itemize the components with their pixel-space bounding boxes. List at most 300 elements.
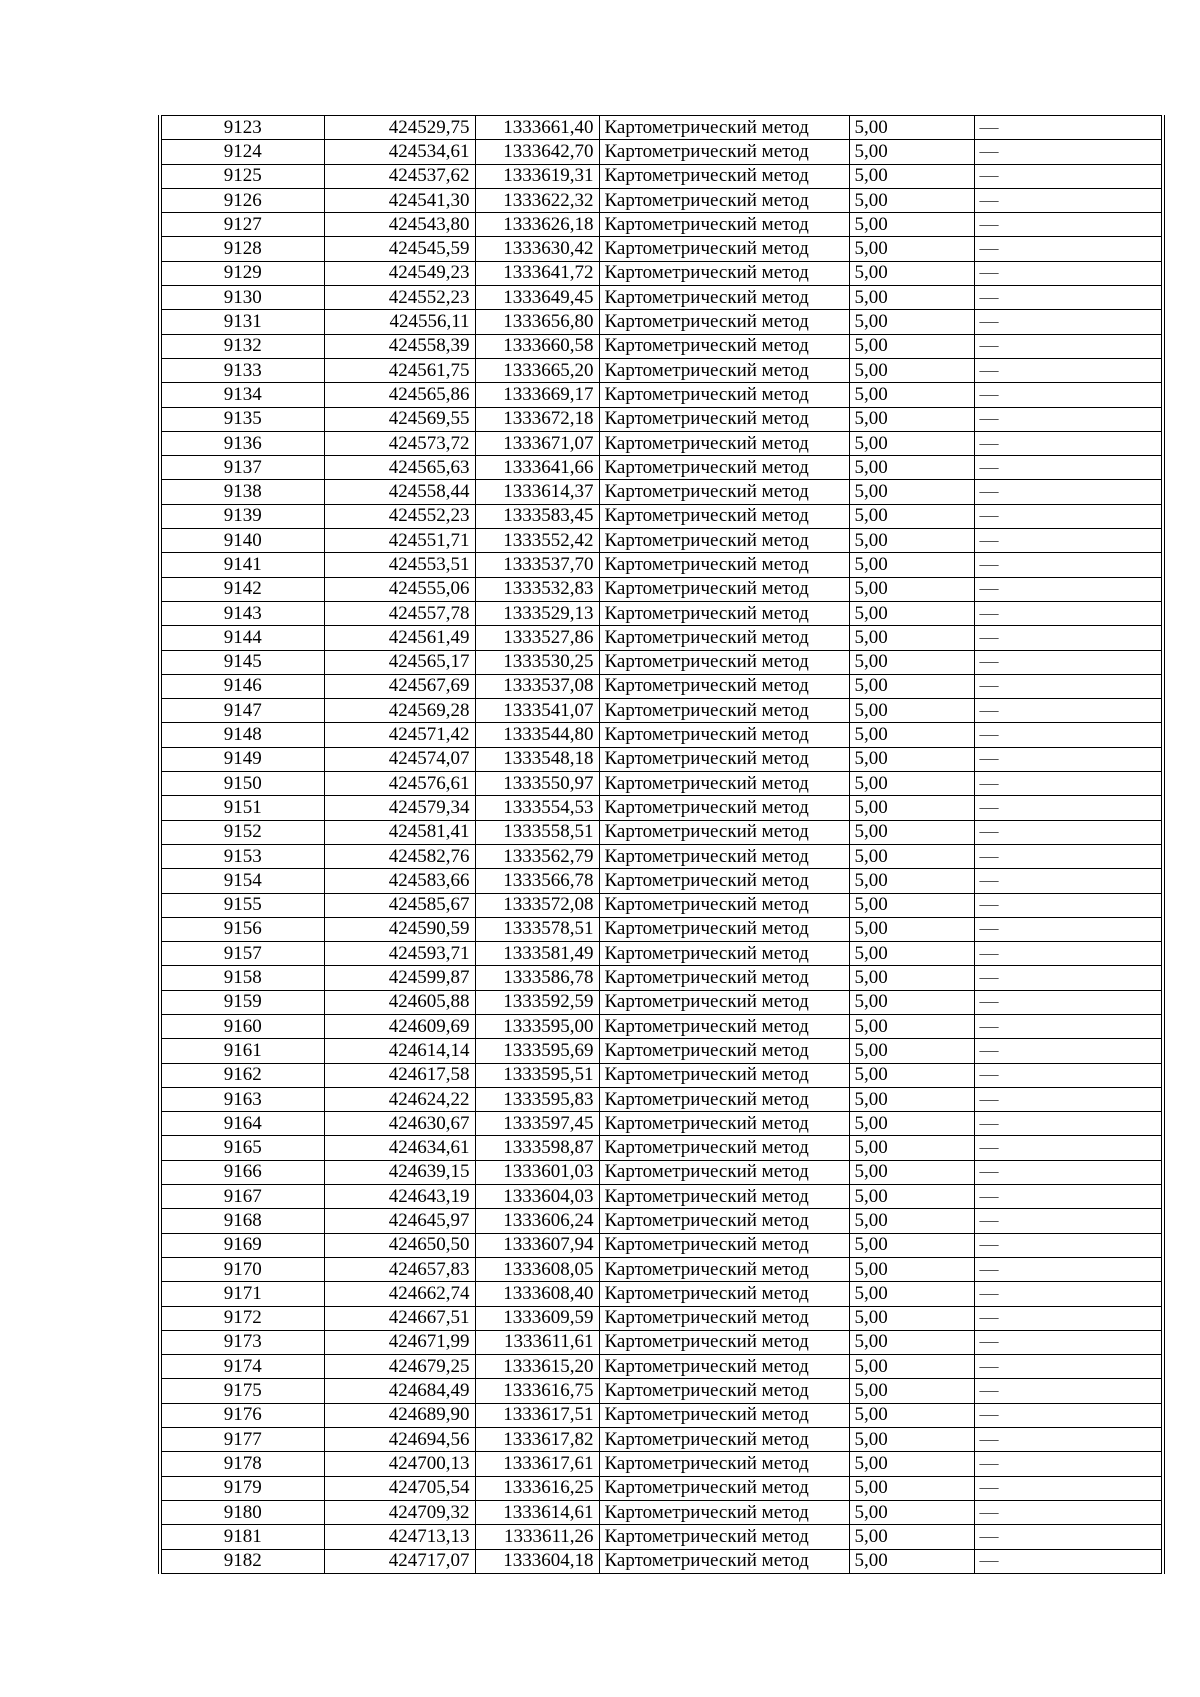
coord-y: 1333541,07 [475,699,599,723]
note-cell: — [974,626,1163,650]
accuracy-cell: 5,00 [849,820,974,844]
note-cell: — [974,431,1163,455]
coord-y: 1333552,42 [475,529,599,553]
method-cell: Картометрический метод [599,772,849,796]
note-cell: — [974,869,1163,893]
coord-y: 1333604,03 [475,1185,599,1209]
accuracy-cell: 5,00 [849,1306,974,1330]
point-number: 9141 [160,553,324,577]
method-cell: Картометрический метод [599,529,849,553]
accuracy-cell: 5,00 [849,942,974,966]
point-number: 9168 [160,1209,324,1233]
note-cell: — [974,601,1163,625]
table-row [160,820,1163,844]
note-cell: — [974,480,1163,504]
method-cell: Картометрический метод [599,990,849,1014]
method-cell: Картометрический метод [599,286,849,310]
method-cell: Картометрический метод [599,1500,849,1524]
accuracy-cell: 5,00 [849,1525,974,1549]
accuracy-cell: 5,00 [849,383,974,407]
coord-x: 424583,66 [324,869,475,893]
accuracy-cell: 5,00 [849,1185,974,1209]
method-cell: Картометрический метод [599,626,849,650]
table-row [160,1014,1163,1038]
accuracy-cell: 5,00 [849,1063,974,1087]
coord-x: 424645,97 [324,1209,475,1233]
coord-y: 1333617,61 [475,1452,599,1476]
note-cell: — [974,1500,1163,1524]
method-cell: Картометрический метод [599,747,849,771]
table-row [160,844,1163,868]
coord-y: 1333641,66 [475,456,599,480]
coord-y: 1333548,18 [475,747,599,771]
method-cell: Картометрический метод [599,310,849,334]
method-cell: Картометрический метод [599,1428,849,1452]
point-number: 9170 [160,1257,324,1281]
coord-y: 1333611,26 [475,1525,599,1549]
coord-y: 1333665,20 [475,358,599,382]
coord-x: 424709,32 [324,1500,475,1524]
coord-y: 1333642,70 [475,140,599,164]
coord-x: 424609,69 [324,1014,475,1038]
point-number: 9140 [160,529,324,553]
coord-y: 1333595,83 [475,1087,599,1111]
coord-y: 1333614,61 [475,1500,599,1524]
note-cell: — [974,844,1163,868]
coord-x: 424576,61 [324,772,475,796]
point-number: 9173 [160,1330,324,1354]
coord-y: 1333671,07 [475,431,599,455]
table-row [160,893,1163,917]
point-number: 9163 [160,1087,324,1111]
point-number: 9178 [160,1452,324,1476]
accuracy-cell: 5,00 [849,772,974,796]
coord-x: 424679,25 [324,1355,475,1379]
note-cell: — [974,188,1163,212]
note-cell: — [974,1112,1163,1136]
coord-x: 424529,75 [324,116,475,140]
accuracy-cell: 5,00 [849,553,974,577]
note-cell: — [974,334,1163,358]
coord-y: 1333626,18 [475,213,599,237]
coord-y: 1333604,18 [475,1549,599,1573]
method-cell: Картометрический метод [599,407,849,431]
point-number: 9150 [160,772,324,796]
point-number: 9159 [160,990,324,1014]
coord-y: 1333622,32 [475,188,599,212]
accuracy-cell: 5,00 [849,1330,974,1354]
table-row [160,407,1163,431]
point-number: 9147 [160,699,324,723]
method-cell: Картометрический метод [599,844,849,868]
point-number: 9136 [160,431,324,455]
method-cell: Картометрический метод [599,917,849,941]
coord-x: 424574,07 [324,747,475,771]
method-cell: Картометрический метод [599,553,849,577]
note-cell: — [974,383,1163,407]
note-cell: — [974,917,1163,941]
coord-x: 424558,44 [324,480,475,504]
method-cell: Картометрический метод [599,1112,849,1136]
accuracy-cell: 5,00 [849,1428,974,1452]
accuracy-cell: 5,00 [849,188,974,212]
method-cell: Картометрический метод [599,1014,849,1038]
coord-y: 1333598,87 [475,1136,599,1160]
coord-x: 424700,13 [324,1452,475,1476]
coord-y: 1333669,17 [475,383,599,407]
method-cell: Картометрический метод [599,140,849,164]
note-cell: — [974,942,1163,966]
coord-y: 1333562,79 [475,844,599,868]
accuracy-cell: 5,00 [849,699,974,723]
coord-x: 424599,87 [324,966,475,990]
point-number: 9172 [160,1306,324,1330]
table-row [160,164,1163,188]
accuracy-cell: 5,00 [849,358,974,382]
point-number: 9169 [160,1233,324,1257]
point-number: 9123 [160,116,324,140]
note-cell: — [974,286,1163,310]
method-cell: Картометрический метод [599,358,849,382]
coord-y: 1333566,78 [475,869,599,893]
point-number: 9134 [160,383,324,407]
table-row [160,383,1163,407]
accuracy-cell: 5,00 [849,116,974,140]
method-cell: Картометрический метод [599,383,849,407]
coord-y: 1333609,59 [475,1306,599,1330]
point-number: 9152 [160,820,324,844]
accuracy-cell: 5,00 [849,844,974,868]
accuracy-cell: 5,00 [849,1452,974,1476]
point-number: 9179 [160,1476,324,1500]
coord-y: 1333597,45 [475,1112,599,1136]
table-row [160,772,1163,796]
note-cell: — [974,723,1163,747]
coord-x: 424553,51 [324,553,475,577]
table-body [160,116,1163,1574]
method-cell: Картометрический метод [599,1476,849,1500]
method-cell: Картометрический метод [599,1136,849,1160]
point-number: 9148 [160,723,324,747]
coord-y: 1333641,72 [475,261,599,285]
table-row [160,480,1163,504]
table-row [160,674,1163,698]
note-cell: — [974,1525,1163,1549]
accuracy-cell: 5,00 [849,1014,974,1038]
note-cell: — [974,1063,1163,1087]
note-cell: — [974,310,1163,334]
accuracy-cell: 5,00 [849,601,974,625]
table-row [160,723,1163,747]
coord-y: 1333527,86 [475,626,599,650]
table-row [160,1185,1163,1209]
coord-x: 424557,78 [324,601,475,625]
note-cell: — [974,1549,1163,1573]
method-cell: Картометрический метод [599,431,849,455]
coord-y: 1333586,78 [475,966,599,990]
method-cell: Картометрический метод [599,334,849,358]
coord-x: 424549,23 [324,261,475,285]
accuracy-cell: 5,00 [849,334,974,358]
table-row [160,1452,1163,1476]
method-cell: Картометрический метод [599,577,849,601]
table-row [160,1257,1163,1281]
coord-x: 424561,49 [324,626,475,650]
coord-x: 424565,86 [324,383,475,407]
coord-y: 1333672,18 [475,407,599,431]
note-cell: — [974,1087,1163,1111]
coord-x: 424617,58 [324,1063,475,1087]
table-row [160,237,1163,261]
accuracy-cell: 5,00 [849,237,974,261]
table-row [160,1063,1163,1087]
point-number: 9149 [160,747,324,771]
coord-x: 424558,39 [324,334,475,358]
point-number: 9154 [160,869,324,893]
coord-x: 424579,34 [324,796,475,820]
coord-y: 1333558,51 [475,820,599,844]
note-cell: — [974,1160,1163,1184]
method-cell: Картометрический метод [599,796,849,820]
table-row [160,1549,1163,1573]
coord-y: 1333649,45 [475,286,599,310]
coord-x: 424534,61 [324,140,475,164]
point-number: 9165 [160,1136,324,1160]
table-row [160,869,1163,893]
point-number: 9138 [160,480,324,504]
accuracy-cell: 5,00 [849,261,974,285]
note-cell: — [974,1185,1163,1209]
accuracy-cell: 5,00 [849,1500,974,1524]
table-row [160,747,1163,771]
coord-x: 424657,83 [324,1257,475,1281]
coord-x: 424565,17 [324,650,475,674]
coord-y: 1333608,40 [475,1282,599,1306]
coord-y: 1333532,83 [475,577,599,601]
table-row [160,456,1163,480]
coord-y: 1333607,94 [475,1233,599,1257]
note-cell: — [974,213,1163,237]
coord-x: 424581,41 [324,820,475,844]
point-number: 9175 [160,1379,324,1403]
table-row [160,626,1163,650]
accuracy-cell: 5,00 [849,869,974,893]
table-row [160,1306,1163,1330]
table-row [160,1500,1163,1524]
point-number: 9157 [160,942,324,966]
coord-y: 1333595,00 [475,1014,599,1038]
table-row [160,1330,1163,1354]
accuracy-cell: 5,00 [849,1403,974,1427]
coord-x: 424705,54 [324,1476,475,1500]
method-cell: Картометрический метод [599,480,849,504]
accuracy-cell: 5,00 [849,213,974,237]
accuracy-cell: 5,00 [849,796,974,820]
coord-x: 424624,22 [324,1087,475,1111]
note-cell: — [974,1452,1163,1476]
coord-x: 424545,59 [324,237,475,261]
point-number: 9164 [160,1112,324,1136]
note-cell: — [974,456,1163,480]
coord-y: 1333601,03 [475,1160,599,1184]
note-cell: — [974,237,1163,261]
method-cell: Картометрический метод [599,213,849,237]
coord-y: 1333583,45 [475,504,599,528]
coord-y: 1333592,59 [475,990,599,1014]
coord-y: 1333606,24 [475,1209,599,1233]
accuracy-cell: 5,00 [849,1209,974,1233]
table-row [160,188,1163,212]
table-row [160,577,1163,601]
coord-x: 424561,75 [324,358,475,382]
method-cell: Картометрический метод [599,456,849,480]
point-number: 9125 [160,164,324,188]
coord-y: 1333581,49 [475,942,599,966]
coord-x: 424565,63 [324,456,475,480]
accuracy-cell: 5,00 [849,164,974,188]
point-number: 9144 [160,626,324,650]
note-cell: — [974,747,1163,771]
table-row [160,1525,1163,1549]
note-cell: — [974,772,1163,796]
note-cell: — [974,699,1163,723]
method-cell: Картометрический метод [599,650,849,674]
point-number: 9158 [160,966,324,990]
table-row [160,917,1163,941]
table-row [160,650,1163,674]
table-row [160,1112,1163,1136]
coord-x: 424634,61 [324,1136,475,1160]
coord-y: 1333617,51 [475,1403,599,1427]
table-row [160,1379,1163,1403]
accuracy-cell: 5,00 [849,286,974,310]
method-cell: Картометрический метод [599,1306,849,1330]
coord-x: 424614,14 [324,1039,475,1063]
point-number: 9128 [160,237,324,261]
method-cell: Картометрический метод [599,601,849,625]
accuracy-cell: 5,00 [849,650,974,674]
accuracy-cell: 5,00 [849,966,974,990]
coord-y: 1333656,80 [475,310,599,334]
table-row [160,1476,1163,1500]
coord-x: 424671,99 [324,1330,475,1354]
accuracy-cell: 5,00 [849,1476,974,1500]
accuracy-cell: 5,00 [849,431,974,455]
table-row [160,431,1163,455]
point-number: 9130 [160,286,324,310]
accuracy-cell: 5,00 [849,577,974,601]
note-cell: — [974,529,1163,553]
point-number: 9162 [160,1063,324,1087]
note-cell: — [974,1039,1163,1063]
accuracy-cell: 5,00 [849,529,974,553]
point-number: 9132 [160,334,324,358]
coord-y: 1333661,40 [475,116,599,140]
method-cell: Картометрический метод [599,966,849,990]
accuracy-cell: 5,00 [849,1136,974,1160]
coord-x: 424537,62 [324,164,475,188]
note-cell: — [974,1428,1163,1452]
coord-x: 424552,23 [324,504,475,528]
method-cell: Картометрический метод [599,893,849,917]
coord-x: 424552,23 [324,286,475,310]
note-cell: — [974,820,1163,844]
note-cell: — [974,261,1163,285]
point-number: 9156 [160,917,324,941]
point-number: 9177 [160,1428,324,1452]
coord-x: 424684,49 [324,1379,475,1403]
note-cell: — [974,1330,1163,1354]
point-number: 9153 [160,844,324,868]
coord-y: 1333537,08 [475,674,599,698]
point-number: 9142 [160,577,324,601]
accuracy-cell: 5,00 [849,1112,974,1136]
point-number: 9182 [160,1549,324,1573]
point-number: 9131 [160,310,324,334]
coord-x: 424650,50 [324,1233,475,1257]
coord-x: 424556,11 [324,310,475,334]
coord-y: 1333615,20 [475,1355,599,1379]
method-cell: Картометрический метод [599,1403,849,1427]
coord-y: 1333550,97 [475,772,599,796]
point-number: 9161 [160,1039,324,1063]
note-cell: — [974,553,1163,577]
note-cell: — [974,674,1163,698]
method-cell: Картометрический метод [599,1525,849,1549]
note-cell: — [974,1476,1163,1500]
point-number: 9127 [160,213,324,237]
point-number: 9143 [160,601,324,625]
method-cell: Картометрический метод [599,869,849,893]
coord-x: 424590,59 [324,917,475,941]
coord-x: 424585,67 [324,893,475,917]
table-row [160,504,1163,528]
point-number: 9145 [160,650,324,674]
accuracy-cell: 5,00 [849,723,974,747]
method-cell: Картометрический метод [599,1233,849,1257]
method-cell: Картометрический метод [599,164,849,188]
method-cell: Картометрический метод [599,674,849,698]
table-row [160,358,1163,382]
table-row [160,286,1163,310]
accuracy-cell: 5,00 [849,456,974,480]
accuracy-cell: 5,00 [849,1355,974,1379]
note-cell: — [974,140,1163,164]
point-number: 9135 [160,407,324,431]
method-cell: Картометрический метод [599,1282,849,1306]
note-cell: — [974,577,1163,601]
method-cell: Картометрический метод [599,504,849,528]
method-cell: Картометрический метод [599,237,849,261]
table-row [160,1355,1163,1379]
coord-x: 424582,76 [324,844,475,868]
table-row [160,990,1163,1014]
method-cell: Картометрический метод [599,1063,849,1087]
table-row [160,942,1163,966]
note-cell: — [974,1136,1163,1160]
accuracy-cell: 5,00 [849,1379,974,1403]
note-cell: — [974,1014,1163,1038]
note-cell: — [974,164,1163,188]
coord-y: 1333572,08 [475,893,599,917]
accuracy-cell: 5,00 [849,1087,974,1111]
accuracy-cell: 5,00 [849,407,974,431]
coord-x: 424555,06 [324,577,475,601]
note-cell: — [974,116,1163,140]
table-row [160,1209,1163,1233]
point-number: 9171 [160,1282,324,1306]
table-row [160,966,1163,990]
